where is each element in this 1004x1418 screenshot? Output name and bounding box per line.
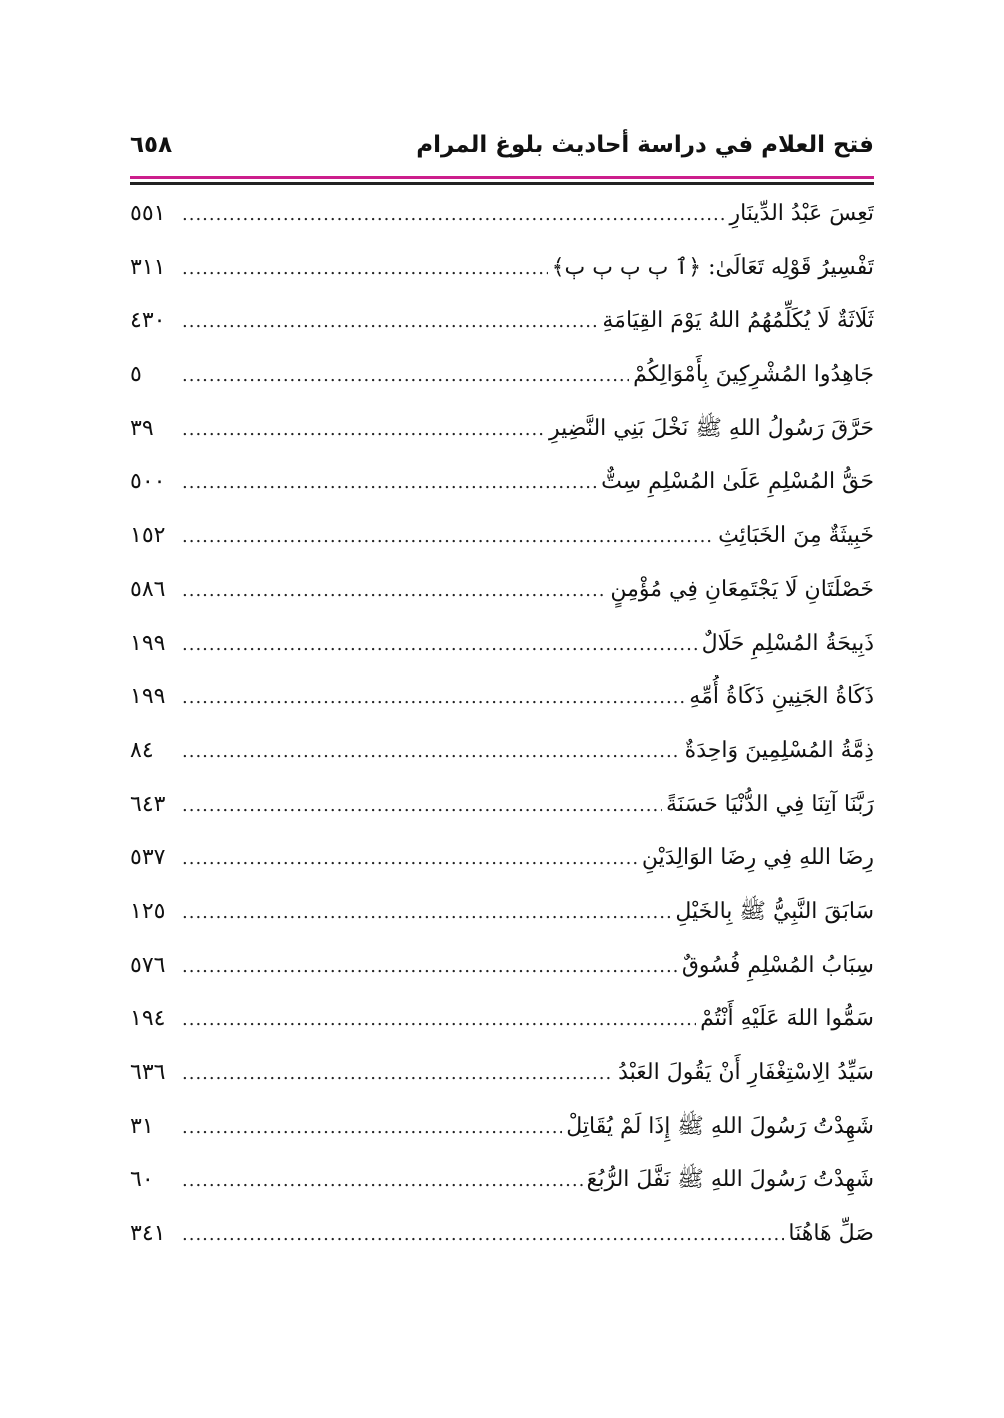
index-entry bbox=[130, 192, 874, 246]
entry-page-number: ٦٣٦ bbox=[130, 1060, 166, 1085]
index-entry bbox=[130, 1051, 874, 1105]
index-entry bbox=[130, 407, 874, 461]
dot-leader bbox=[182, 354, 629, 398]
entry-page-number: ٤٣٠ bbox=[130, 308, 166, 334]
index-list bbox=[130, 192, 874, 1266]
dot-leader bbox=[182, 461, 597, 505]
header-rule-bottom bbox=[130, 182, 874, 185]
index-entry bbox=[130, 836, 874, 890]
entry-text: تَفْسِيرُ قَوْلِه تَعَالَىٰ: ﴿ٱ ٻ ٻ ٻ ٻ﴾ bbox=[551, 254, 874, 280]
index-entry bbox=[130, 1105, 874, 1159]
entry-page-number: ٣٤١ bbox=[130, 1221, 166, 1247]
running-header bbox=[130, 130, 874, 170]
entry-page-number: ١٥٢ bbox=[130, 523, 166, 549]
entry-page-number: ١٩٤ bbox=[130, 1006, 166, 1032]
entry-text: جَاهِدُوا المُشْرِكِينَ بِأَمْوَالِكُمْ bbox=[633, 362, 874, 388]
entry-text: سِبَابُ المُسْلِمِ فُسُوقٌ bbox=[681, 952, 874, 978]
index-entry bbox=[130, 890, 874, 944]
header-rule-top bbox=[130, 176, 874, 179]
entry-text: ذَبِيحَةُ المُسْلِمِ حَلَالٌ bbox=[701, 630, 874, 656]
dot-leader bbox=[182, 247, 548, 291]
entry-page-number: ٣١ bbox=[130, 1113, 154, 1139]
dot-leader bbox=[182, 1052, 614, 1096]
index-entry bbox=[130, 1158, 874, 1212]
dot-leader bbox=[182, 891, 671, 935]
index-entry bbox=[130, 299, 874, 353]
entry-page-number: ٦٤٣ bbox=[130, 791, 166, 817]
entry-page-number: ٨٤ bbox=[130, 737, 154, 763]
dot-leader bbox=[182, 515, 714, 559]
entry-text: سَمُّوا اللهَ عَلَيْهِ أَنْتُمْ bbox=[700, 1006, 874, 1032]
entry-text: رِضَا اللهِ فِي رِضَا الوَالِدَيْنِ bbox=[641, 845, 874, 871]
dot-leader bbox=[182, 676, 685, 720]
entry-text: شَهِدْتُ رَسُولَ اللهِ ﷺ إِذَا لَمْ يُقَاتِلْ bbox=[566, 1113, 874, 1139]
dot-leader bbox=[182, 193, 725, 237]
entry-page-number: ٥٣٧ bbox=[130, 845, 166, 871]
dot-leader bbox=[182, 730, 681, 774]
entry-page-number: ٦٠ bbox=[130, 1167, 154, 1193]
index-entry bbox=[130, 622, 874, 676]
dot-leader bbox=[182, 945, 678, 989]
index-entry bbox=[130, 997, 874, 1051]
entry-page-number: ٥٥١ bbox=[130, 201, 166, 226]
index-entry bbox=[130, 353, 874, 407]
dot-leader bbox=[182, 1159, 583, 1203]
entry-text: رَبَّنَا آتِنَا فِي الدُّنْيَا حَسَنَةً bbox=[666, 791, 874, 817]
dot-leader bbox=[182, 300, 598, 344]
entry-page-number: ٥ bbox=[130, 362, 142, 388]
entry-page-number: ١٢٥ bbox=[130, 898, 166, 924]
index-entry bbox=[130, 568, 874, 622]
entry-text: خَبِيثَةٌ مِنَ الخَبَائِثِ bbox=[718, 523, 874, 549]
index-entry bbox=[130, 460, 874, 514]
entry-page-number: ١٩٩ bbox=[130, 684, 166, 710]
dot-leader bbox=[182, 1106, 562, 1150]
entry-page-number: ٥٠٠ bbox=[130, 469, 166, 495]
entry-text: تَعِسَ عَبْدُ الدِّينَارِ bbox=[729, 201, 874, 226]
entry-text: سَيِّدُ الِاسْتِغْفَارِ أَنْ يَقُولَ العَبْدُ bbox=[618, 1060, 874, 1085]
dot-leader bbox=[182, 998, 696, 1042]
entry-text: حَرَّقَ رَسُولُ اللهِ ﷺ نَخْلَ بَنِي النَّضِيرِ bbox=[548, 415, 874, 441]
entry-text: شَهِدْتُ رَسُولَ اللهِ ﷺ نَفَّلَ الرُّبُعَ bbox=[586, 1167, 874, 1193]
entry-text: ذِمَّةُ المُسْلِمِينَ وَاحِدَةٌ bbox=[684, 737, 874, 763]
entry-page-number: ٣١١ bbox=[130, 254, 166, 280]
entry-text: سَابَقَ النَّبِيُّ ﷺ بِالخَيْلِ bbox=[675, 898, 874, 924]
entry-text: حَقُّ المُسْلِمِ عَلَىٰ المُسْلِمِ سِتٌّ bbox=[601, 469, 874, 495]
entry-page-number: ٥٧٦ bbox=[130, 952, 166, 978]
dot-leader bbox=[182, 623, 698, 667]
entry-page-number: ٣٩ bbox=[130, 415, 154, 441]
index-entry bbox=[130, 1212, 874, 1266]
index-entry bbox=[130, 675, 874, 729]
dot-leader bbox=[182, 1213, 784, 1257]
index-entry bbox=[130, 514, 874, 568]
entry-page-number: ١٩٩ bbox=[130, 630, 166, 656]
dot-leader bbox=[182, 784, 662, 828]
index-entry bbox=[130, 729, 874, 783]
index-entry bbox=[130, 783, 874, 837]
book-title: فتح العلام في دراسة أحاديث بلوغ المرام bbox=[416, 132, 874, 158]
page-number: ٦٥٨ bbox=[130, 132, 173, 158]
entry-text: ثَلَاثَةٌ لَا يُكَلِّمُهُمُ اللهُ يَوْمَ القِيَامَةِ bbox=[602, 308, 874, 334]
dot-leader bbox=[182, 837, 638, 881]
index-entry bbox=[130, 944, 874, 998]
dot-leader bbox=[182, 569, 606, 613]
dot-leader bbox=[182, 408, 545, 452]
entry-text: خَصْلَتَانِ لَا يَجْتَمِعَانِ فِي مُؤْمِنٍ bbox=[610, 576, 874, 602]
entry-page-number: ٥٨٦ bbox=[130, 576, 166, 602]
entry-text: ذَكَاةُ الجَنِينِ ذَكَاةُ أُمِّهِ bbox=[689, 684, 874, 710]
index-entry bbox=[130, 246, 874, 300]
entry-text: صَلِّ هَاهُنَا bbox=[788, 1221, 874, 1247]
